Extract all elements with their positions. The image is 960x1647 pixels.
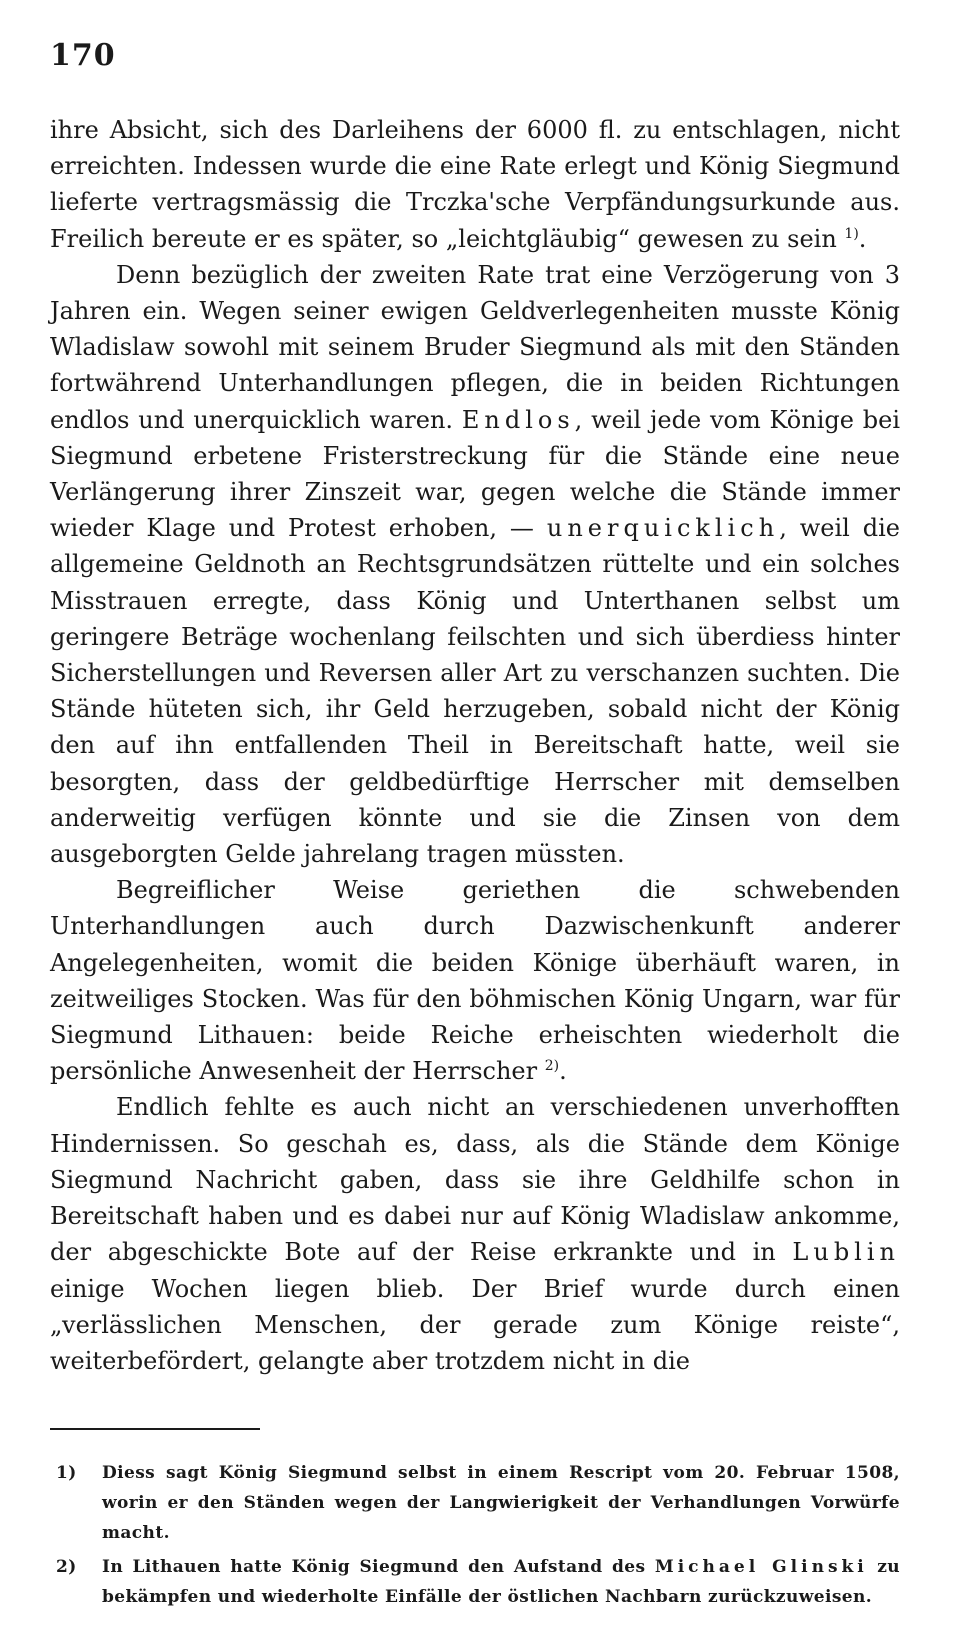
paragraph-tail: , weil die allgemeine Geldnoth an Rechtsgrundsätzen rüttelte und ein solches Misstrauen erregte, dass König und Unterthanen selbst um geringere Beträge wochenlang feilschten und sich überdiess hinter Sicherstellungen und Reversen aller Art zu verschanzen suchten. Die Stände hüteten sich, ihr Geld herzugeben, sobald nicht der König den auf ihn entfallenden Theil in Bereitschaft hatte, weil sie besorgten, dass der geldbedürftige Herrscher mit demselben anderweitig verfügen könnte und sie die Zinsen von dem ausgeborgten Gelde jahrelang tragen müssten.: [50, 514, 900, 869]
paragraph-4: [50, 1089, 900, 1379]
footnote-text: In Lithauen hatte König Siegmund den Aufstand des: [102, 1557, 655, 1577]
emphasis-spaced: Michael Glinski: [654, 1557, 868, 1577]
paragraph-tail: .: [858, 224, 867, 253]
footnotes: [50, 1458, 900, 1616]
footnote-marker: 2): [56, 1557, 77, 1577]
footnote-1: [50, 1458, 900, 1548]
paragraph-text: Denn bezüglich der zweiten Rate trat eine Verzögerung von 3 Jahren ein. Wegen seiner ewigen Geldverlegenheiten musste König Wladislaw sowohl mit seinem Bruder Siegmund als mit den Ständen fortwährend Unterhandlungen pflegen, die in beiden Richtungen endlos und unerquicklich waren.: [50, 260, 900, 434]
footnote-ref-2: 2): [544, 1058, 560, 1075]
footnote-divider: [50, 1428, 260, 1430]
paragraph-text: ihre Absicht, sich des Darleihens der 6000 fl. zu entschlagen, nicht erreichten. Indessen wurde die eine Rate erlegt und König Siegmund lieferte vertragsmässig die Trczka'sche Verpfändungsurkunde aus. Freilich bereute er es später, so „leichtgläubig“ gewesen zu sein: [50, 116, 900, 253]
main-text: [50, 112, 900, 1379]
paragraph-tail: .: [559, 1057, 567, 1086]
paragraph-text: Endlich fehlte es auch nicht an verschiedenen unverhofften Hindernissen. So geschah es, dass, als die Stände dem Könige Siegmund Nachricht gaben, dass sie ihre Geldhilfe schon in Bereitschaft haben und es dabei nur auf König Wladislaw ankomme, der abgeschickte Bote auf der Reise erkrankte und in: [50, 1093, 900, 1267]
paragraph-2: [50, 257, 900, 872]
emphasis-spaced: unerquicklich: [546, 514, 780, 543]
paragraph-text: Begreiflicher Weise geriethen die schwebenden Unterhandlungen auch durch Dazwischenkunft anderer Angelegenheiten, womit die beiden Könige überhäuft waren, in zeitweiliges Stocken. Was für den böhmischen König Ungarn, war für Siegmund Lithauen: beide Reiche erheischten wiederholt die persönliche Anwesenheit der Herrscher: [50, 876, 900, 1086]
footnote-2: [50, 1552, 900, 1612]
footnote-text: Diess sagt König Siegmund selbst in einem Rescript vom 20. Februar 1508, worin er den Ständen wegen der Langwierigkeit der Verhandlungen Vorwürfe macht.: [102, 1463, 900, 1543]
paragraph-3: [50, 872, 900, 1089]
footnote-text: zu bekämpfen und wiederholte Einfälle der östlichen Nachbarn zurückzuweisen.: [102, 1557, 901, 1607]
footnote-marker: 1): [56, 1463, 77, 1483]
paragraph-tail: einige Wochen liegen blieb. Der Brief wurde durch einen „verlässlichen Menschen, der gerade zum Könige reiste“, weiterbefördert, gelangte aber trotzdem nicht in die: [50, 1274, 900, 1375]
page-number: 170: [50, 38, 116, 73]
footnote-ref-1: 1): [844, 225, 859, 242]
emphasis-spaced: Endlos: [461, 405, 575, 434]
paragraph-1: [50, 112, 900, 257]
paragraph-text: , weil jede vom Könige bei Siegmund erbetene Fristerstreckung für die Stände eine neue Verlängerung ihrer Zinszeit war, gegen welche die Stände immer wieder Klage und Protest erhoben, —: [50, 405, 900, 543]
emphasis-spaced: Lublin: [792, 1238, 900, 1267]
